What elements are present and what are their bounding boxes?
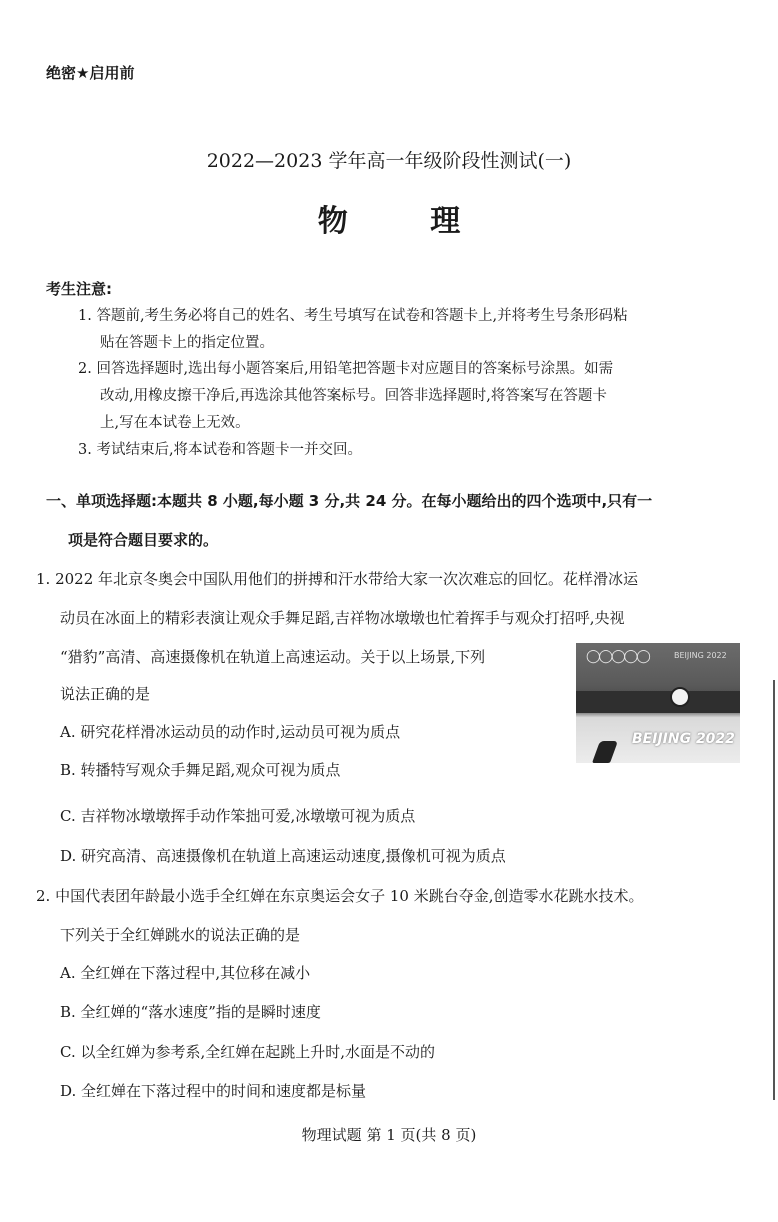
exam-title: 2022—2023 学年高一年级阶段性测试(一): [206, 150, 572, 172]
olympics-photo: [576, 643, 740, 763]
notice-line: 贴在答题卡上的指定位置。: [100, 335, 274, 351]
notice-line: 1. 答题前,考生务必将自己的姓名、考生号填写在试卷和答题卡上,并将考生号条形码粘: [78, 308, 628, 324]
skater-figure: [592, 741, 618, 763]
question-2-option-d: D. 全红婵在下落过程中的时间和速度都是标量: [60, 1082, 367, 1100]
notice-line: 3. 考试结束后,将本试卷和答题卡一并交回。: [78, 442, 363, 458]
section-heading: 一、单项选择题:本题共 8 小题,每小题 3 分,共 24 分。在每小题给出的四个选项中,只有一: [46, 492, 653, 510]
question-2-text: 下列关于全红婵跳水的说法正确的是: [60, 926, 301, 944]
question-1-option-a: A. 研究花样滑冰运动员的动作时,运动员可视为质点: [60, 723, 401, 741]
question-1-text: 1. 2022 年北京冬奥会中国队用他们的拼搏和汗水带给大家一次次难忘的回忆。花样滑冰运: [36, 570, 639, 588]
question-1-text: 动员在冰面上的精彩表演让观众手舞足蹈,吉祥物冰墩墩也忙着挥手与观众打招呼,央视: [60, 609, 625, 627]
subject-title: 物 理: [317, 204, 497, 239]
page-edge-rule: [773, 680, 775, 1100]
page-footer: 物理试题 第 1 页(共 8 页): [301, 1126, 477, 1144]
question-2-option-b: B. 全红婵的“落水速度”指的是瞬时速度: [60, 1003, 321, 1021]
camera-lens-icon: [670, 687, 690, 707]
section-heading-cont: 项是符合题目要求的。: [68, 531, 219, 549]
question-1-option-b: B. 转播特写观众手舞足蹈,观众可视为质点: [60, 761, 341, 779]
olympic-rings-icon: ◯◯◯◯◯: [586, 649, 649, 664]
rink-board: [576, 691, 740, 713]
notice-line: 改动,用橡皮擦干净后,再选涂其他答案标号。回答非选择题时,将答案写在答题卡: [100, 388, 607, 404]
question-2-option-a: A. 全红婵在下落过程中,其位移在减小: [60, 964, 311, 982]
secret-label: 绝密★启用前: [46, 64, 135, 82]
question-2-text: 2. 中国代表团年龄最小选手全红婵在东京奥运会女子 10 米跳台夺金,创造零水花跳水技术。: [36, 887, 644, 905]
notice-line: 上,写在本试卷上无效。: [100, 415, 250, 431]
beijing-logo-large: BEIJING 2022: [632, 731, 735, 747]
question-2-option-c: C. 以全红婵为参考系,全红婵在起跳上升时,水面是不动的: [60, 1043, 436, 1061]
question-1-option-c: C. 吉祥物冰墩墩挥手动作笨拙可爱,冰墩墩可视为质点: [60, 807, 416, 825]
question-1-text: 说法正确的是: [60, 685, 151, 703]
beijing-logo-small: BEIJING 2022: [674, 651, 727, 660]
notice-heading: 考生注意:: [46, 280, 112, 298]
question-1-text: “猎豹”高清、高速摄像机在轨道上高速运动。关于以上场景,下列: [60, 648, 486, 666]
notice-line: 2. 回答选择题时,选出每小题答案后,用铅笔把答题卡对应题目的答案标号涂黑。如需: [78, 361, 614, 377]
question-1-option-d: D. 研究高清、高速摄像机在轨道上高速运动速度,摄像机可视为质点: [60, 847, 506, 865]
